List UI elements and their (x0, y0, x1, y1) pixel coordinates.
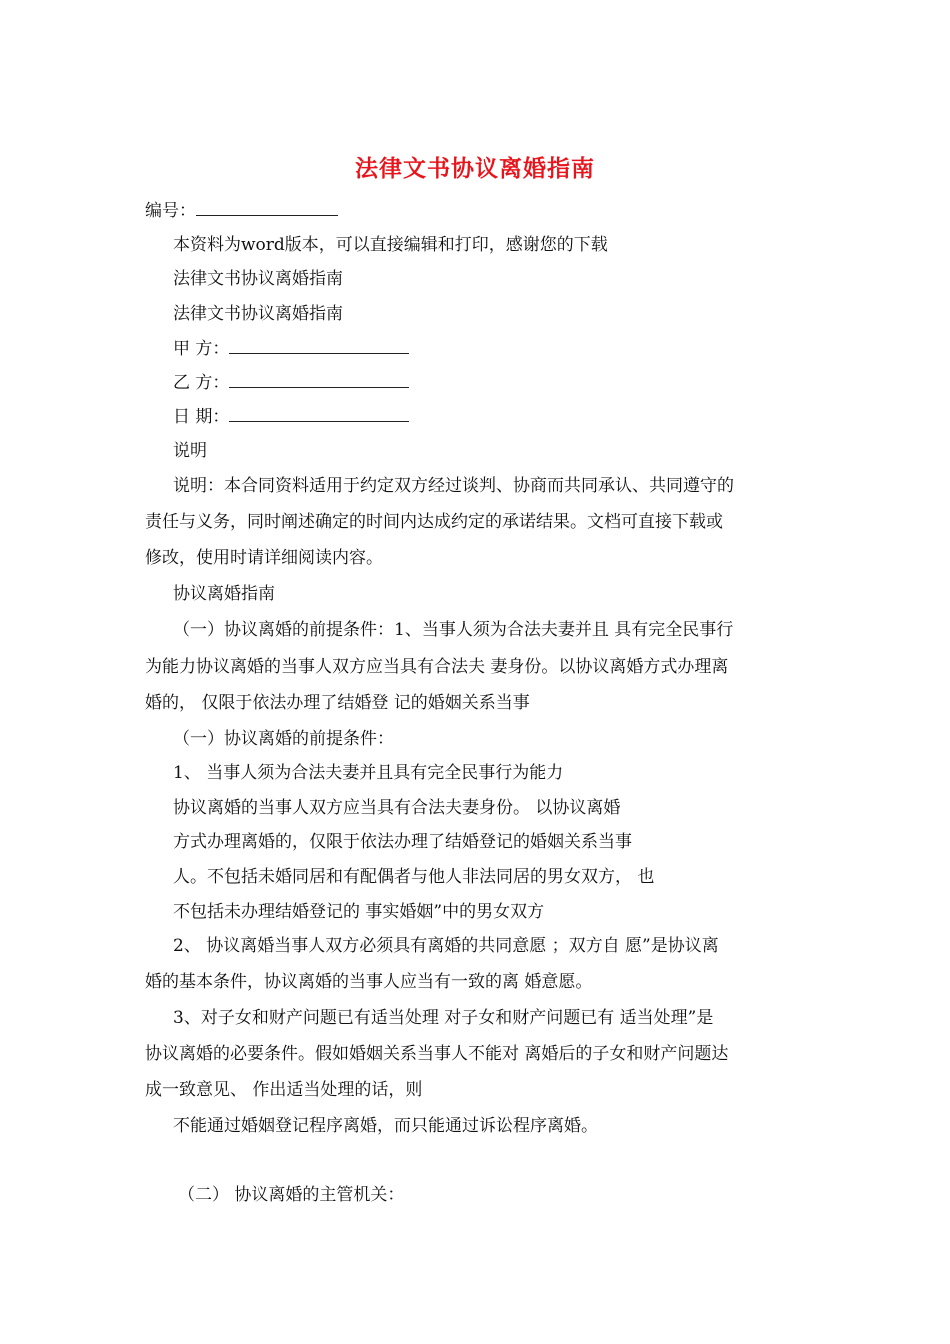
party-a-label: 甲 方： (173, 339, 230, 359)
item-line: 婚的基本条件，协议离婚的当事人应当有一致的离 婚意愿。 (145, 972, 593, 992)
note-line: 修改，使用时请详细阅读内容。 (145, 548, 383, 568)
guide-heading: 协议离婚指南 (173, 584, 275, 604)
note-line: 说明：本合同资料适用于约定双方经过谈判、协商而共同承认、共同遵守的 (173, 476, 734, 496)
item-line: 协议离婚的当事人双方应当具有合法夫妻身份。 以协议离婚 (173, 798, 621, 818)
party-a-blank[interactable] (229, 337, 409, 354)
section-heading: （二） 协议离婚的主管机关： (178, 1185, 405, 1205)
item-line: 协议离婚的必要条件。假如婚姻关系当事人不能对 离婚后的子女和财产问题达 (145, 1044, 729, 1064)
date-field (173, 405, 409, 429)
paragraph-line: （一）协议离婚的前提条件：1、当事人须为合法夫妻并且 具有完全民事行 (173, 620, 734, 640)
note-line: 责任与义务，同时阐述确定的时间内达成约定的承诺结果。文档可直接下载或 (145, 512, 723, 532)
number-field (145, 199, 338, 223)
item-line: 不包括未办理结婚登记的 事实婚姻”中的男女双方 (173, 902, 545, 922)
party-a-field (173, 337, 409, 361)
date-blank[interactable] (229, 405, 409, 422)
subtitle-line-1: 法律文书协议离婚指南 (173, 269, 343, 289)
party-b-blank[interactable] (229, 371, 409, 388)
item-line: 1、 当事人须为合法夫妻并且具有完全民事行为能力 (173, 763, 564, 783)
item-line: 方式办理离婚的，仅限于依法办理了结婚登记的婚姻关系当事 (173, 832, 632, 852)
number-blank[interactable] (196, 199, 338, 216)
paragraph-line: 婚的， 仅限于依法办理了结婚登 记的婚姻关系当事 (145, 693, 530, 713)
section-heading: （一）协议离婚的前提条件： (173, 729, 394, 749)
intro-text: 本资料为word版本，可以直接编辑和打印，感谢您的下载 (173, 235, 608, 255)
paragraph-line: 为能力协议离婚的当事人双方应当具有合法夫 妻身份。以协议离婚方式办理离 (145, 657, 729, 677)
subtitle-line-2: 法律文书协议离婚指南 (173, 304, 343, 324)
note-heading: 说明 (173, 441, 207, 461)
party-b-field (173, 371, 409, 395)
party-b-label: 乙 方： (173, 373, 230, 393)
item-line: 2、 协议离婚当事人双方必须具有离婚的共同意愿 ；双方自 愿”是协议离 (173, 936, 719, 956)
item-line: 不能通过婚姻登记程序离婚，而只能通过诉讼程序离婚。 (173, 1116, 598, 1136)
number-label: 编号： (145, 201, 196, 221)
date-label: 日 期： (173, 407, 230, 427)
item-line: 3、对子女和财产问题已有适当处理 对子女和财产问题已有 适当处理”是 (173, 1008, 714, 1028)
item-line: 成一致意见、 作出适当处理的话，则 (145, 1080, 423, 1100)
document-title: 法律文书协议离婚指南 (355, 155, 595, 182)
item-line: 人。不包括未婚同居和有配偶者与他人非法同居的男女双方， 也 (173, 867, 655, 887)
